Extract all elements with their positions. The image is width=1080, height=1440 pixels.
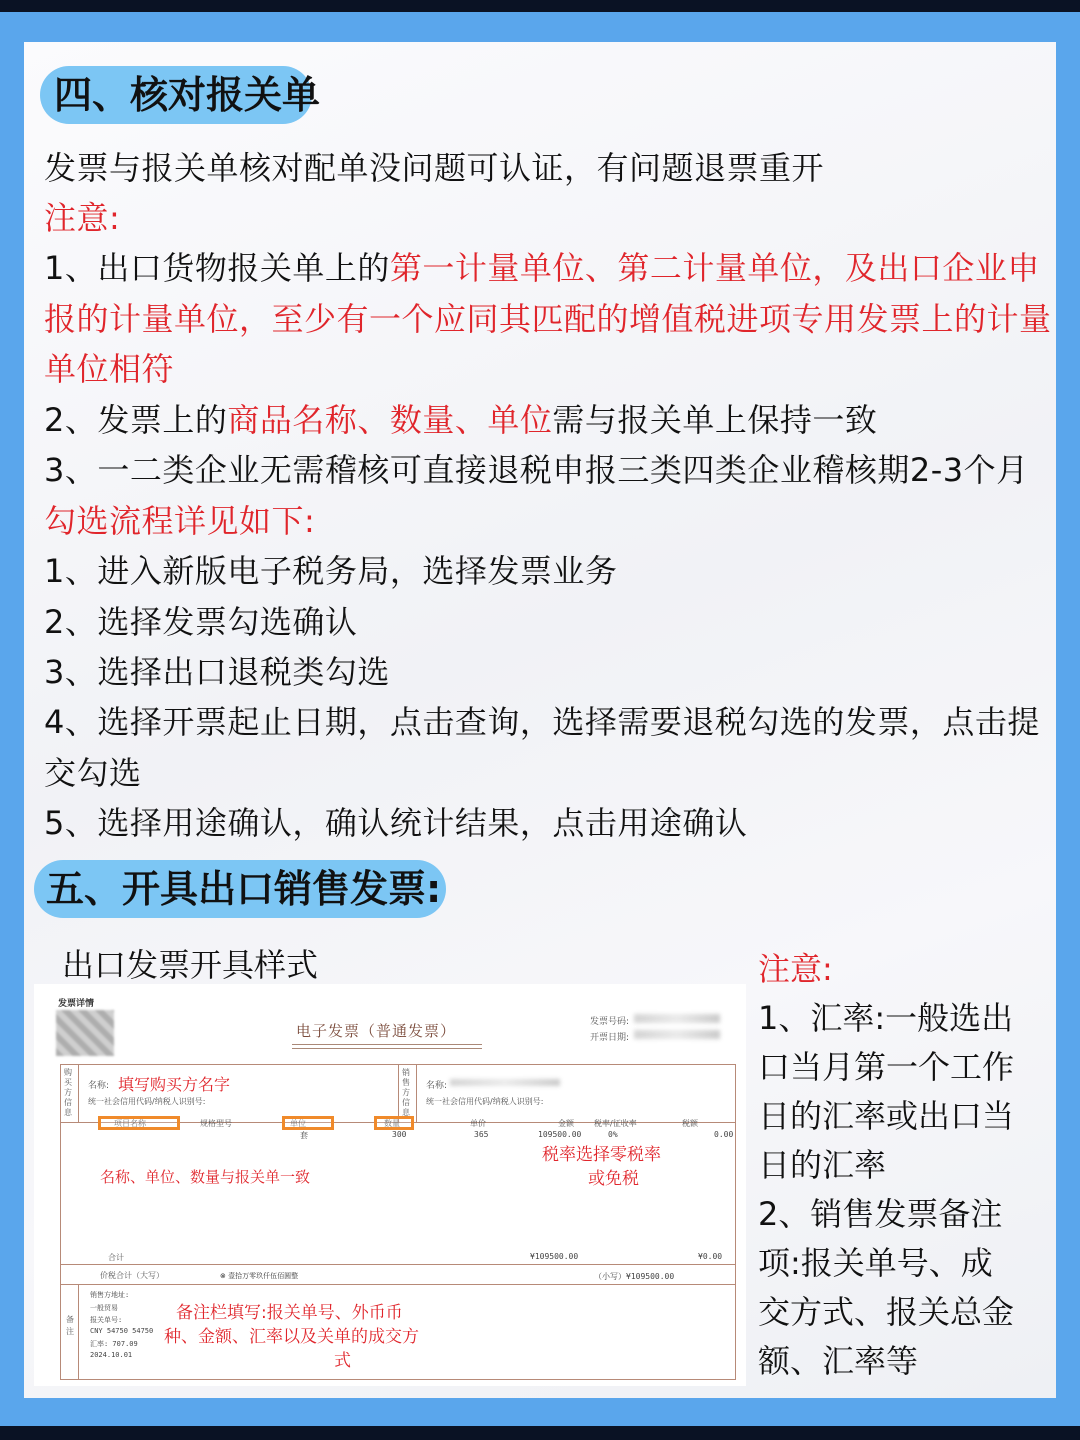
col-amount: 金额	[558, 1119, 574, 1128]
item2-suffix: 需与报关单上保持一致	[552, 401, 878, 439]
total-label: 合计	[108, 1253, 124, 1262]
remark-line-1: 销售方地址:	[90, 1291, 130, 1299]
remark-vertical-label: 备注	[66, 1315, 74, 1336]
total-tax: ¥0.00	[698, 1252, 723, 1261]
buyer-name-label: 名称:	[88, 1081, 110, 1091]
hint-rate-line2: 或免税	[588, 1169, 639, 1189]
item1-prefix: 1、出口货物报关单上的	[44, 249, 390, 287]
buyer-vertical-label: 购买方信息	[64, 1068, 72, 1117]
unit-value: 套	[300, 1131, 308, 1140]
price-value: 365	[474, 1130, 489, 1139]
remark-line-5: 汇率: 707.09	[90, 1340, 138, 1348]
remark-line-4: CNY 54750 54750	[90, 1327, 154, 1335]
seller-name-label: 名称:	[426, 1081, 448, 1091]
hint-rate-line1: 税率选择零税率	[542, 1145, 661, 1165]
note-line-4: 日的汇率	[758, 1146, 887, 1184]
col-rate: 税率/征收率	[594, 1119, 637, 1128]
section4-item3: 3、一二类企业无需稽核可直接退税申报三类四类企业稽核期2-3个月	[44, 451, 1029, 489]
total-words-value: ⊗ 壹拾万零玖仟伍佰圆整	[220, 1272, 299, 1280]
buyer-seller-divider	[398, 1064, 399, 1122]
total-row-divider	[60, 1264, 736, 1265]
section4-note-label: 注意:	[44, 199, 121, 237]
invoice-title: 电子发票（普通发票）	[296, 1022, 457, 1040]
section4-item1-line2: 报的计量单位，至少有一个应同其匹配的增值税进项专用发票上的计量	[44, 300, 1052, 338]
buyer-taxid-label: 统一社会信用代码/纳税人识别号:	[88, 1097, 206, 1106]
process-label: 勾选流程详见如下:	[44, 502, 316, 540]
step-5: 5、选择用途确认，确认统计结果，点击用途确认	[44, 804, 748, 842]
remark-label-divider	[78, 1284, 79, 1380]
remark-line-3: 报关单号:	[90, 1316, 123, 1324]
qty-highlight	[374, 1116, 414, 1130]
note-line-8: 额、汇率等	[758, 1342, 919, 1380]
remark-line-2: 一般贸易	[90, 1304, 118, 1312]
remark-hint-line1: 备注栏填写:报关单号、外币币	[176, 1303, 403, 1323]
step-4: 4、选择开票起止日期，点击查询，选择需要退税勾选的发票，点击提	[44, 703, 1040, 741]
remark-hint-line2: 种、金额、汇率以及关单的成交方	[164, 1327, 419, 1347]
invoice-header-label: 发票详情	[58, 999, 95, 1009]
step-3: 3、选择出口退税类勾选	[44, 653, 390, 691]
section5-note-title: 注意:	[758, 950, 833, 988]
buyer-label-divider	[78, 1064, 79, 1122]
total-words-label: 价税合计（大写）	[100, 1271, 164, 1280]
total-amount: ¥109500.00	[530, 1252, 579, 1261]
qty-value: 300	[392, 1130, 407, 1139]
note-line-3: 日的汇率或出口当	[758, 1097, 1015, 1135]
issue-date-blurred	[634, 1030, 720, 1039]
col-spec: 规格型号	[200, 1119, 232, 1128]
invoice-no-blurred	[634, 1014, 720, 1023]
note-line-2: 口当月第一个工作	[758, 1048, 1015, 1086]
step-1: 1、进入新版电子税务局，选择发票业务	[44, 552, 618, 590]
section4-item1-line1	[44, 243, 1040, 289]
item2-red: 商品名称、数量、单位	[227, 401, 553, 439]
invoice-title-underline	[292, 1044, 482, 1049]
invoice-sample-image	[34, 984, 746, 1386]
col-qty: 数量	[384, 1119, 400, 1128]
note-line-7: 交方式、报关总金	[758, 1293, 1015, 1331]
sample-title: 出口发票开具样式	[62, 946, 319, 984]
buyer-fill-hint: 填写购买方名字	[118, 1075, 231, 1094]
col-price: 单价	[470, 1119, 486, 1128]
section4-heading: 四、核对报关单	[40, 66, 312, 124]
words-row-divider	[60, 1284, 736, 1285]
step-4-cont: 交勾选	[44, 754, 142, 792]
item-name-highlight	[98, 1116, 180, 1130]
item2-prefix: 2、发票上的	[44, 401, 228, 439]
remark-hint-line3: 式	[334, 1351, 351, 1371]
note-line-1: 1、汇率:一般选出	[758, 999, 1014, 1037]
total-small: （小写）¥109500.00	[594, 1272, 675, 1281]
section4-intro: 发票与报关单核对配单没问题可认证，有问题退票重开	[44, 149, 825, 187]
seller-label-divider	[416, 1064, 417, 1122]
seller-vertical-label: 销售方信息	[402, 1068, 410, 1117]
col-tax: 税额	[682, 1119, 698, 1128]
remark-line-6: 2024.10.01	[90, 1351, 133, 1359]
seller-name-blurred	[450, 1079, 560, 1086]
step-2: 2、选择发票勾选确认	[44, 603, 358, 641]
bottom-border	[0, 1426, 1080, 1440]
top-border	[0, 0, 1080, 12]
tax-value: 0.00	[714, 1130, 734, 1139]
note-line-5: 2、销售发票备注	[758, 1195, 1003, 1233]
hint-consistent: 名称、单位、数量与报关单一致	[100, 1168, 311, 1186]
col-unit: 单位	[290, 1119, 306, 1128]
unit-highlight	[282, 1116, 334, 1130]
invoice-no-label: 发票号码:	[590, 1017, 630, 1027]
section4-item2	[44, 395, 877, 441]
issue-date-label: 开票日期:	[590, 1033, 630, 1043]
qr-code-blurred	[56, 1010, 114, 1056]
amount-value: 109500.00	[538, 1130, 582, 1139]
note-line-6: 项:报关单号、成	[758, 1244, 993, 1282]
section4-item1-line3: 单位相符	[44, 350, 175, 388]
item1-red-a: 第一计量单位、第二计量单位，及出口企业申	[389, 249, 1040, 287]
seller-taxid-label: 统一社会信用代码/纳税人识别号:	[426, 1097, 544, 1106]
section5-heading: 五、开具出口销售发票:	[34, 860, 446, 918]
col-item: 项目名称	[114, 1119, 146, 1128]
rate-value: 0%	[608, 1130, 618, 1139]
